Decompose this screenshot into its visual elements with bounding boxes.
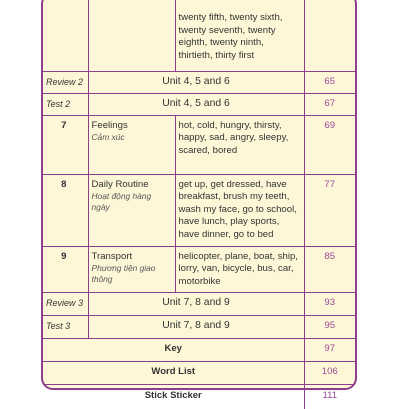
- contents-table-frame: [41, 0, 357, 402]
- review-3-page: 93: [304, 292, 355, 315]
- unit-8-number: 8: [43, 174, 88, 246]
- unit-8-topic-vi: Hoạt động hàng ngày: [91, 191, 152, 212]
- key-page: 97: [304, 338, 355, 361]
- unit-9-number: 9: [43, 246, 88, 292]
- unit-7-topic-en: Feelings: [91, 119, 128, 131]
- unit-9-topic-en: Transport: [91, 250, 133, 262]
- unit-8-page: 77: [304, 174, 355, 246]
- unit-7-topic-vi: Cảm xúc: [91, 132, 125, 143]
- test-2-label: Test 2: [43, 93, 88, 115]
- review-2-page: 65: [304, 71, 355, 93]
- table-row-unit-9: [43, 246, 355, 292]
- review-2-title: Unit 4, 5 and 6: [88, 71, 304, 93]
- unit-8-vocabulary: get up, get dressed, have breakfast, brush my teeth, wash my face, go to school, have lunch, play sports, have dinner, go to bed: [175, 174, 304, 246]
- contents-table: [43, 0, 355, 409]
- vocabulary-cell: twenty fifth, twenty sixth, twenty seventh, twenty eighth, twenty ninth, thirtieth, thirty first: [175, 0, 304, 71]
- test-2-title: Unit 4, 5 and 6: [88, 93, 304, 115]
- test-3-page: 95: [304, 315, 355, 338]
- unit-9-topic: [88, 246, 175, 292]
- table-row-review-2: [43, 71, 355, 93]
- unit-number-cell: [43, 0, 88, 71]
- stick-sticker-page: 111: [304, 384, 355, 409]
- review-2-label: Review 2: [43, 71, 88, 93]
- table-row-unit-7: [43, 115, 355, 174]
- topic-cell: [88, 0, 175, 71]
- page-cell: [304, 0, 355, 71]
- unit-7-vocabulary: hot, cold, hungry, thirsty, happy, sad, angry, sleepy, scared, bored: [175, 115, 304, 174]
- unit-8-topic-en: Daily Routine: [91, 178, 149, 190]
- table-row-word-list: [43, 361, 355, 384]
- word-list-page: 106: [304, 361, 355, 384]
- table-row-unit-8: [43, 174, 355, 246]
- word-list-title: Word List: [43, 361, 304, 384]
- stick-sticker-title: Stick Sticker: [43, 384, 304, 409]
- table-row-test-2: [43, 93, 355, 115]
- unit-9-topic-vi: Phương tiện giao thông: [91, 263, 156, 284]
- test-2-page: 67: [304, 93, 355, 115]
- unit-7-topic: [88, 115, 175, 174]
- table-row-numbers: [43, 0, 355, 71]
- test-3-title: Unit 7, 8 and 9: [88, 315, 304, 338]
- key-title: Key: [43, 338, 304, 361]
- table-row-key: [43, 338, 355, 361]
- test-3-label: Test 3: [43, 315, 88, 338]
- unit-7-number: 7: [43, 115, 88, 174]
- unit-9-page: 85: [304, 246, 355, 292]
- unit-7-page: 69: [304, 115, 355, 174]
- unit-9-vocabulary: helicopter, plane, boat, ship, lorry, van, bicycle, bus, car, motorbike: [175, 246, 304, 292]
- table-row-test-3: [43, 315, 355, 338]
- table-row-stick-sticker: [43, 384, 355, 409]
- review-3-title: Unit 7, 8 and 9: [88, 292, 304, 315]
- review-3-label: Review 3: [43, 292, 88, 315]
- unit-8-topic: [88, 174, 175, 246]
- table-row-review-3: [43, 292, 355, 315]
